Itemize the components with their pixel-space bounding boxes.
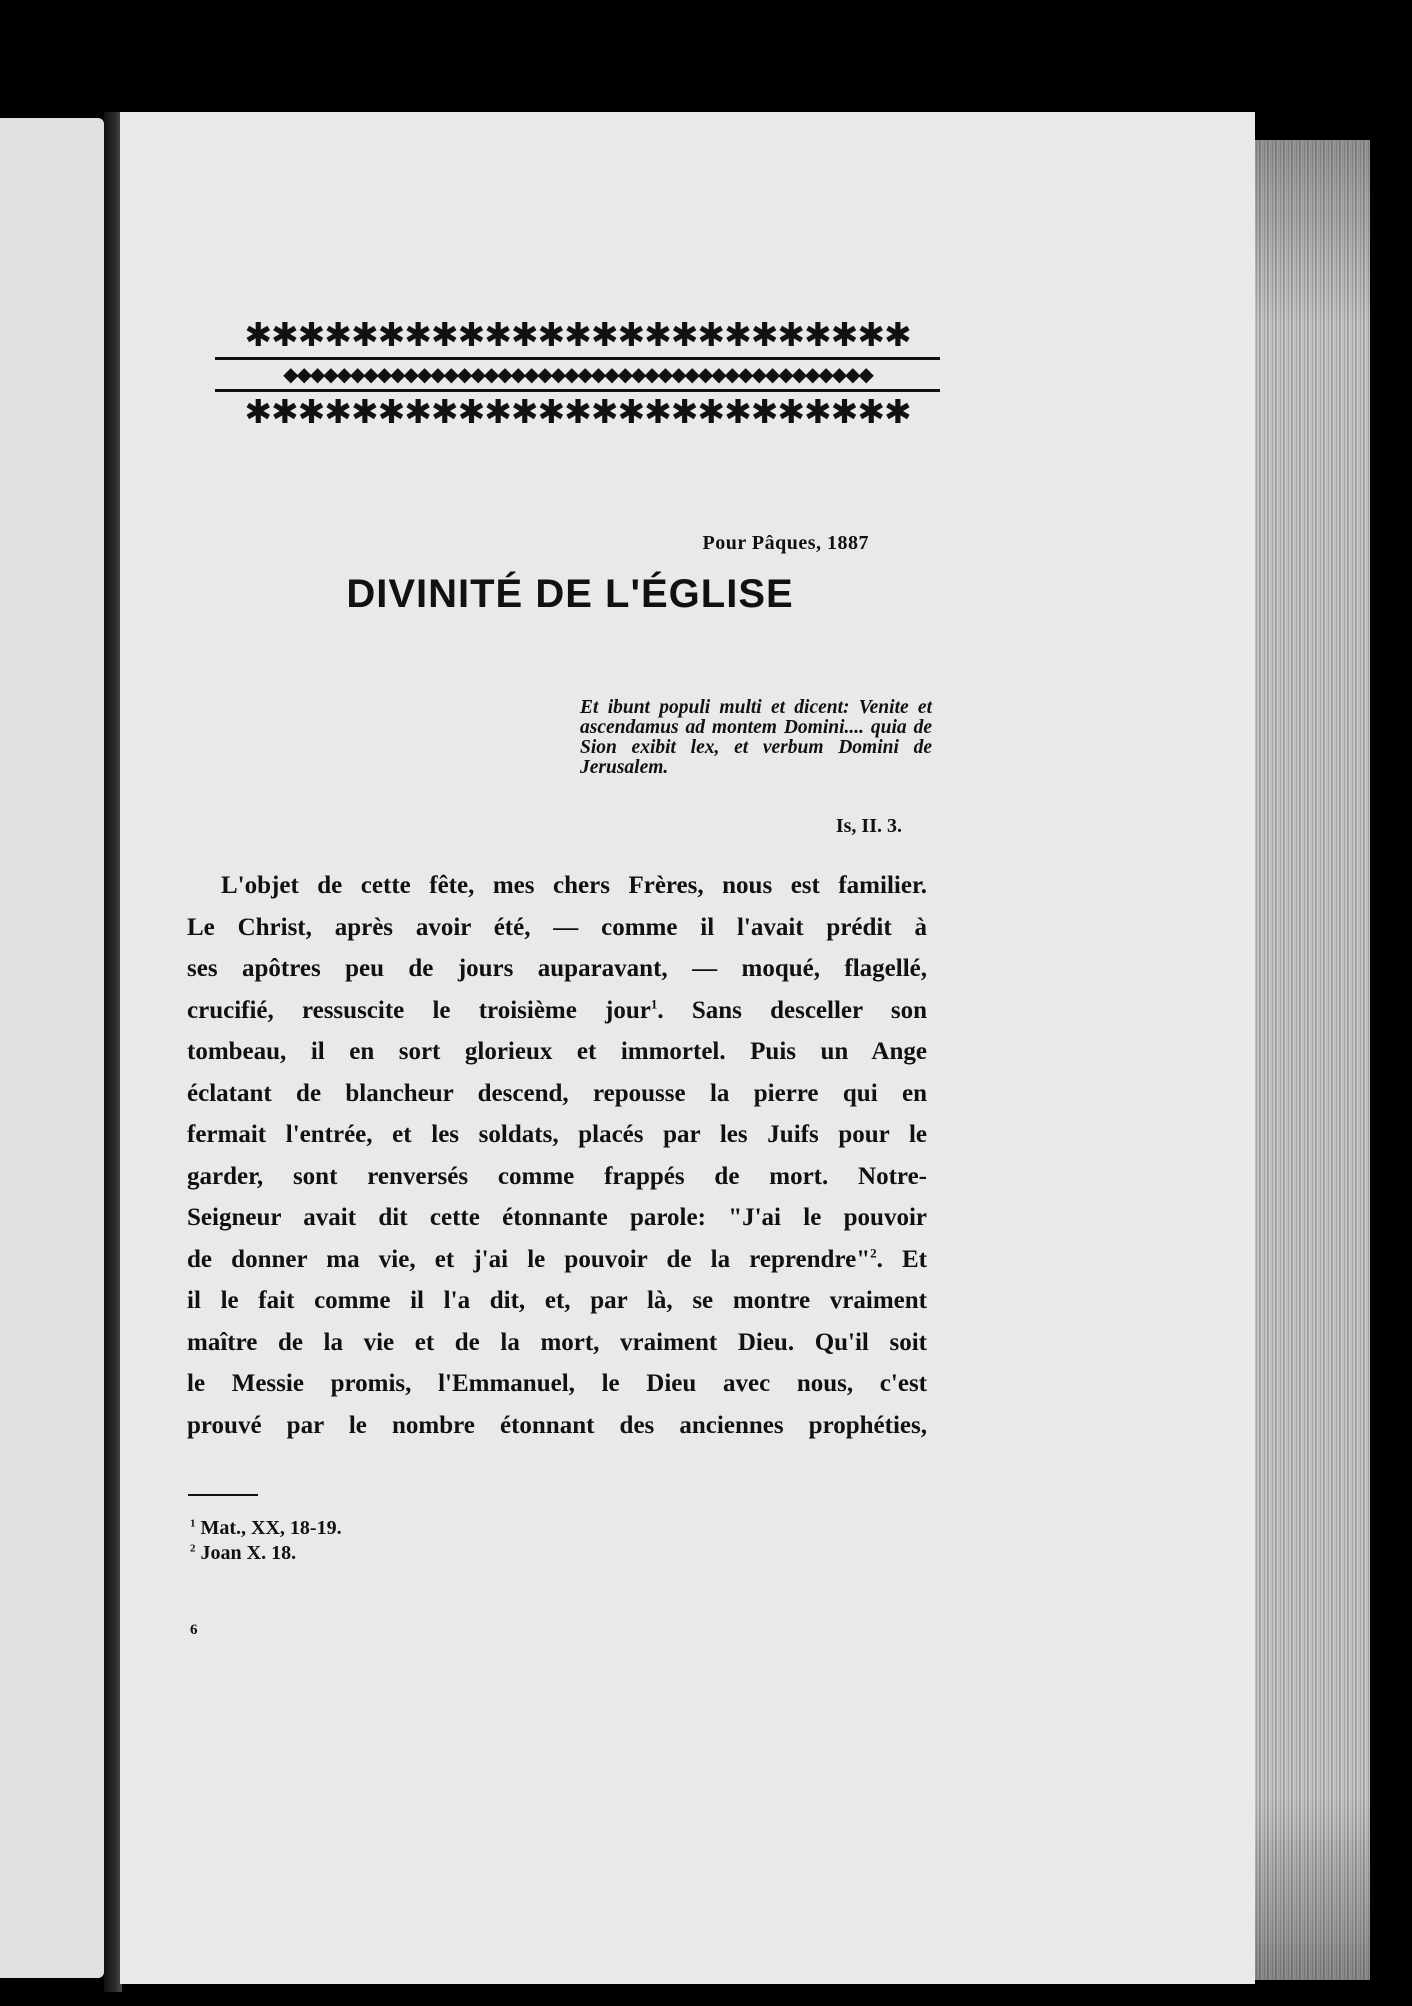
background-edge: [1370, 140, 1412, 1980]
text-line: Le Christ, après avoir été, — comme il l'avait prédit à: [187, 913, 927, 941]
text-line: éclatant de blancheur descend, repousse la pierre qui en: [187, 1079, 927, 1107]
text-line: le Messie promis, l'Emmanuel, le Dieu avec nous, c'est: [187, 1370, 927, 1397]
footnote-mark: 2: [870, 1245, 877, 1261]
footnote-mark: 1: [650, 996, 658, 1012]
ornament-rule: [215, 389, 940, 392]
signature-mark: 6: [190, 1622, 198, 1638]
ornament-rule: [215, 357, 940, 360]
text-line: ses apôtres peu de jours auparavant, — moqué, flagellé,: [187, 955, 927, 982]
footnotes: [190, 1516, 342, 1566]
ornament-stars-row-top: ✱✱✱✱✱✱✱✱✱✱✱✱✱✱✱✱✱✱✱✱✱✱✱✱✱: [244, 318, 911, 354]
text-line: Seigneur avait dit cette étonnante parole: "J'ai le pouvoir: [187, 1204, 927, 1231]
text-line: L'objet de cette fête, mes chers Frères, nous est familier.: [221, 872, 927, 899]
text-line: tombeau, il en sort glorieux et immortel. Puis un Ange: [187, 1038, 927, 1065]
body-text: [187, 865, 927, 1446]
footnote-divider: [188, 1494, 258, 1496]
epigraph: Et ibunt populi multi et dicent: Venite et ascendamus ad montem Domini.... quia de Sion exibit lex, et verbum Domini de Jerusalem.: [580, 697, 932, 778]
ornament-stars-row-bottom: ✱✱✱✱✱✱✱✱✱✱✱✱✱✱✱✱✱✱✱✱✱✱✱✱✱: [244, 395, 911, 431]
footnote: $^2$ Joan X. 18.: [190, 1542, 297, 1564]
text-line: fermait l'entrée, et les soldats, placés par les Juifs pour le: [187, 1121, 927, 1148]
dateline: Pour Pâques, 1887: [702, 532, 869, 554]
adjacent-page-edge: [0, 118, 104, 1978]
text-line: garder, sont renversés comme frappés de mort. Notre-: [187, 1162, 927, 1190]
epigraph-reference: Is, II. 3.: [835, 815, 902, 837]
text-line: crucifié, ressuscite le troisième jour$^1$. Sans desceller son: [187, 996, 927, 1024]
text-line: de donner ma vie, et j'ai le pouvoir de la reprendre"$^2$. Et: [187, 1245, 928, 1273]
ornamental-header-band: [215, 318, 940, 436]
footnote: $^1$ Mat., XX, 18-19.: [190, 1517, 342, 1539]
text-line: prouvé par le nombre étonnant des anciennes prophéties,: [187, 1411, 927, 1439]
ornament-diamonds-row: ◆◆◆◆◆◆◆◆◆◆◆◆◆◆◆◆◆◆◆◆◆◆◆◆◆◆◆◆◆◆◆◆◆◆◆◆◆◆◆◆◆◆◆◆: [283, 364, 872, 386]
page-edges-stack: [1255, 140, 1375, 1980]
text-line: maître de la vie et de la mort, vraiment Dieu. Qu'il soit: [187, 1328, 927, 1356]
text-line: il le fait comme il l'a dit, et, par là, se montre vraiment: [187, 1287, 927, 1314]
chapter-title: DIVINITÉ DE L'ÉGLISE: [346, 572, 794, 616]
